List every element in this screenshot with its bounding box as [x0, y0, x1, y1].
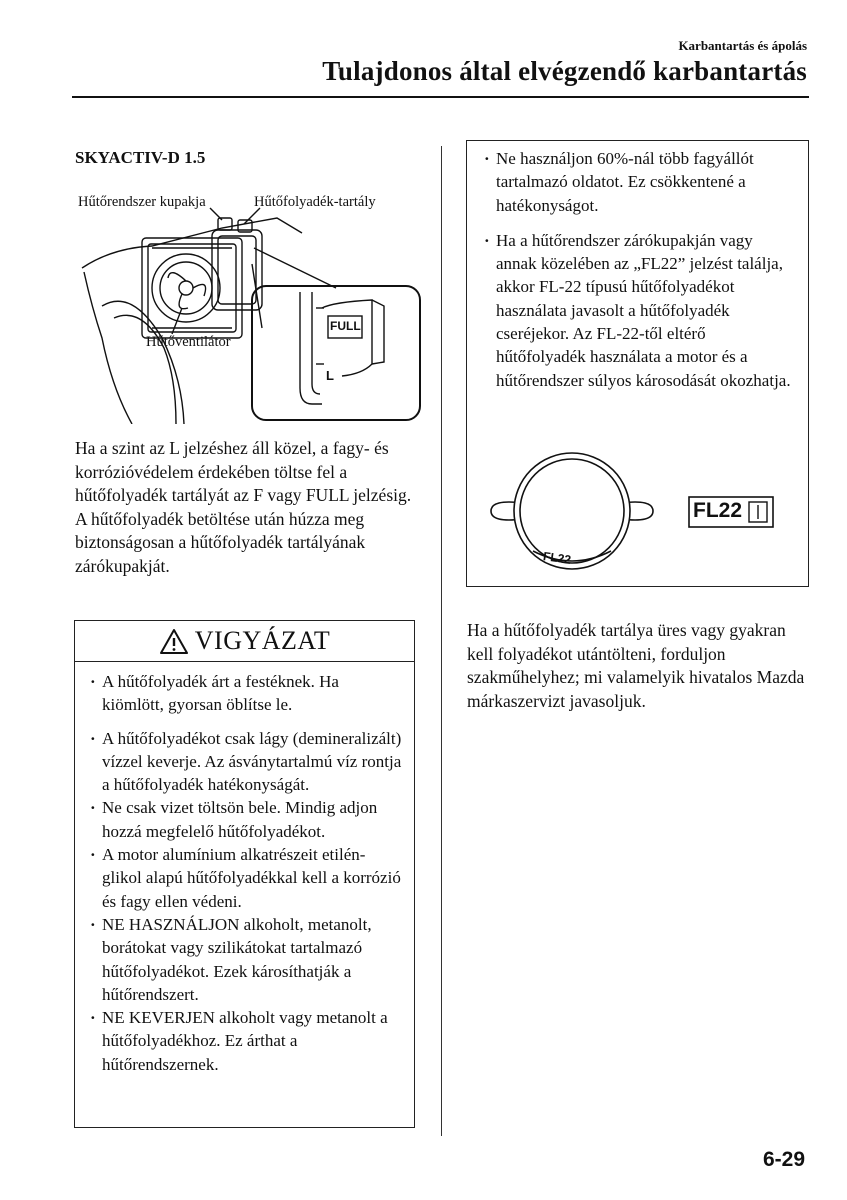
- engine-subheading: SKYACTIV-D 1.5: [75, 148, 206, 167]
- paragraph-cap: A hűtőfolyadék betöltése után húzza meg biztonságosan a hűtőfolyadék tartályának zárókupakját.: [75, 508, 366, 576]
- caution-header: [75, 621, 414, 662]
- radiator-cap-drawing: [481, 447, 801, 575]
- caution-item: · A hűtőfolyadék árt a festéknek. Ha kiömlött, gyorsan öblítse le.: [87, 670, 404, 717]
- full-mark-label: FULL: [330, 319, 361, 333]
- low-mark-label: L: [326, 368, 334, 383]
- caution-box: [74, 620, 415, 1128]
- caution-item: · A hűtőfolyadékot csak lágy (demineralizált) vízzel keverje. Az ásványtartalmú víz rontja a hűtőfolyadék hatékonyságát.: [87, 727, 404, 797]
- column-divider: [441, 146, 442, 1136]
- section-kicker: Karbantartás és ápolás: [678, 38, 807, 53]
- paragraph-refill: Ha a szint az L jelzéshez áll közel, a fagy- és korrózióvédelem érdekében töltse fel a hűtőfolyadék tartályát az F vagy FULL jelzésig.: [75, 438, 412, 505]
- radiator-cap-illustration: [481, 447, 801, 575]
- coolant-figure: [72, 188, 422, 424]
- caution-item: · Ne csak vizet töltsön bele. Mindig adjon hozzá megfelelő hűtőfolyadékot.: [87, 796, 404, 843]
- page-title: Tulajdonos által elvégzendő karbantartás: [322, 56, 807, 86]
- page-number: 6-29: [762, 1148, 805, 1171]
- caution-list: [75, 662, 414, 1076]
- fl22-info-box: [466, 140, 809, 587]
- info-item: · Ha a hűtőrendszer zárókupakján vagy annak közelében az „FL22” jelzést találja, akkor FL-22 típusú hűtőfolyadékot használata javasolt a hűtőfolyadék cseréjekor. Az FL-22-től eltérő hűtőfolyadék használata a motor és a hűtőrendszer súlyos károsodását okozhatja.: [481, 229, 796, 392]
- label-radiator-cap: Hűtőrendszer kupakja: [78, 194, 206, 210]
- fl22-info-list: [467, 141, 808, 392]
- caution-item: · NE HASZNÁLJON alkoholt, metanolt, borátokat vagy szilikátokat tartalmazó hűtőfolyadékot. Ezek károsíthatják a hűtőrendszert.: [87, 913, 404, 1006]
- header-rule: [72, 96, 809, 98]
- caution-item: · NE KEVERJEN alkoholt vagy metanolt a hűtőfolyadékhoz. Ez árthat a hűtőrendszernek.: [87, 1006, 404, 1076]
- empty-tank-note: [467, 619, 807, 713]
- caution-item: · A motor alumínium alkatrészeit etilén-glikol alapú hűtőfolyadékkal kell a korrózió és fagy ellen védeni.: [87, 843, 404, 913]
- cap-fl22-marking: FL22: [542, 549, 572, 567]
- paragraph-service: Ha a hűtőfolyadék tartálya üres vagy gyakran kell folyadékot utántölteni, forduljon szakműhelyhez; mi valamelyik hivatalos Mazda márkaszervizt javasoljuk.: [467, 620, 805, 711]
- warning-triangle-icon: [159, 628, 189, 655]
- level-instructions: [75, 437, 415, 578]
- engine-bay-illustration: [72, 188, 422, 424]
- caution-title: VIGYÁZAT: [194, 626, 331, 655]
- info-item: · Ne használjon 60%-nál több fagyállót tartalmazó oldatot. Ez csökkentené a hatékonyságot.: [481, 147, 796, 217]
- fl22-badge-text: FL22: [693, 499, 743, 522]
- label-coolant-tank: Hűtőfolyadék-tartály: [254, 194, 376, 210]
- label-cooling-fan: Hűtőventilátor: [146, 334, 231, 350]
